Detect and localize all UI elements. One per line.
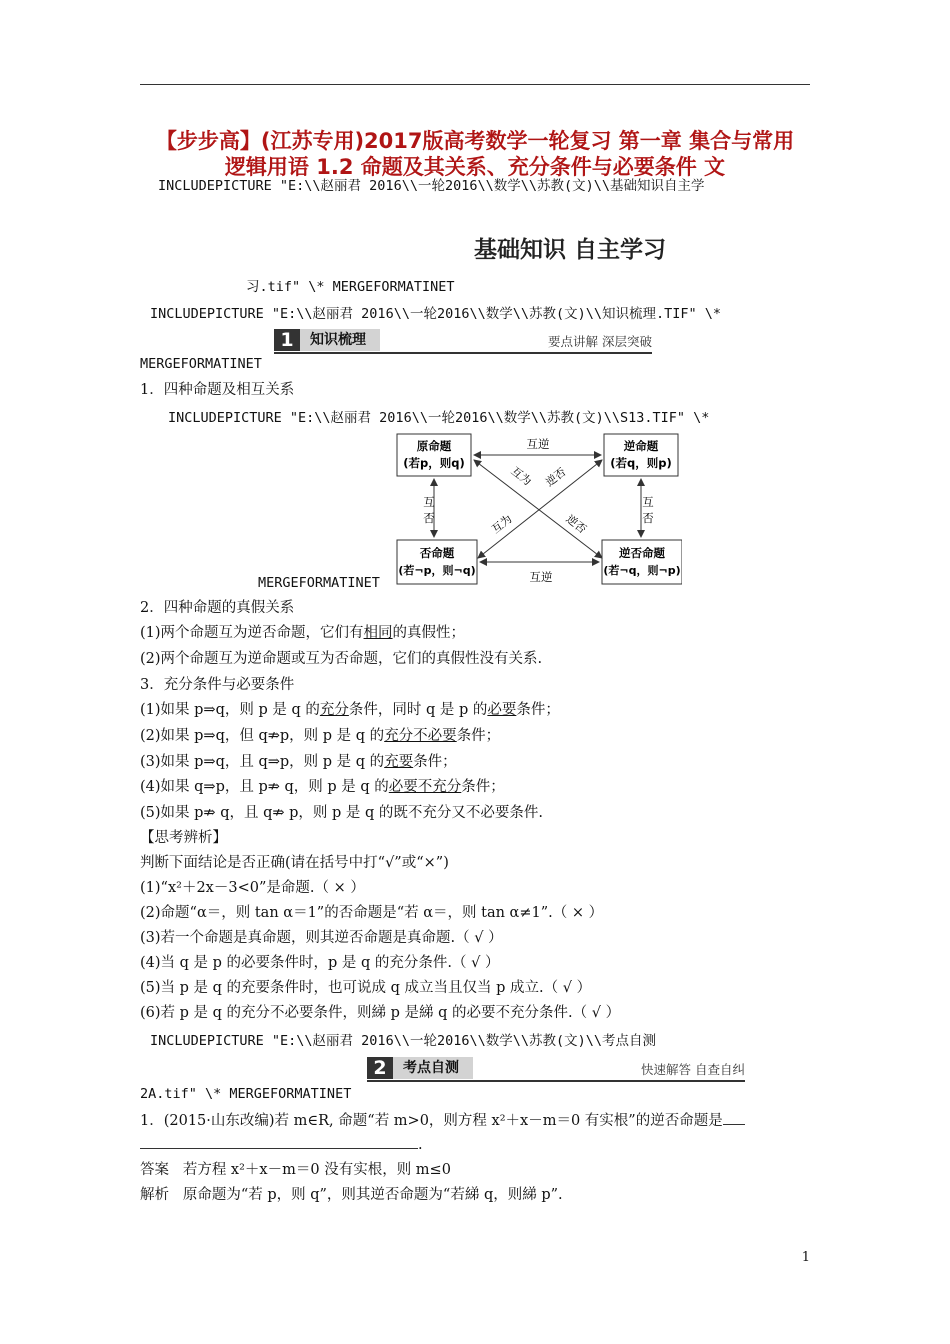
answer-blank-1 xyxy=(723,1110,745,1125)
banner-knowledge xyxy=(274,329,652,351)
question-1-continued: . xyxy=(140,1134,423,1155)
heading-3: 3．充分条件与必要条件 xyxy=(140,677,295,693)
inverse-body: (若¬p，则¬q) xyxy=(398,564,476,577)
truth-relation-2: (2)两个命题互为逆命题或互为否命题，它们的真假性没有关系. xyxy=(140,651,543,667)
think-intro: 判断下面结论是否正确(请在括号中打“√”或“×”) xyxy=(140,855,449,871)
include-field-1-end: 习.tif" \* MERGEFORMATINET xyxy=(246,279,455,295)
top-rule xyxy=(140,84,810,85)
label-right-2: 否 xyxy=(642,511,654,525)
label-diag-2b: 逆否 xyxy=(563,512,589,537)
think-title: 【思考辨析】 xyxy=(140,830,227,846)
banner-label: 知识梳理 xyxy=(300,329,380,351)
banner-number: 2 xyxy=(367,1057,393,1079)
label-bottom: 互逆 xyxy=(529,570,553,584)
analysis-line: 解析 原命题为“若 p，则 q”，则其逆否命题为“若綈 q，则綈 p”. xyxy=(140,1187,563,1203)
inverse-title: 否命题 xyxy=(419,546,455,560)
think-item-4: (4)当 q 是 p 的必要条件时，p 是 q 的充分条件.（ √ ） xyxy=(140,955,500,971)
think-item-1: (1)“x²＋2x－3<0”是命题.（ × ） xyxy=(140,880,365,896)
merge-field-2: MERGEFORMATINET xyxy=(258,575,380,591)
label-top: 互逆 xyxy=(526,437,550,451)
truth-relation-1: (1)两个命题互为逆否命题，它们有相同的真假性； xyxy=(140,625,466,641)
include-field-1: INCLUDEPICTURE "E:\\赵丽君 2016\\一轮2016\\数学\\苏教(文)\\基础知识自主学 xyxy=(158,178,705,194)
label-left-2: 否 xyxy=(423,511,435,525)
four-propositions-diagram xyxy=(396,428,682,590)
label-diag-2a: 互为 xyxy=(489,512,515,537)
label-right-1: 互 xyxy=(642,495,654,509)
label-diag-1b: 逆否 xyxy=(543,465,569,490)
include-field-3: INCLUDEPICTURE "E:\\赵丽君 2016\\一轮2016\\数学\\苏教(文)\\S13.TIF" \* xyxy=(168,410,710,426)
converse-title: 逆命题 xyxy=(623,439,659,453)
heading-1: 1．四种命题及相互关系 xyxy=(140,382,295,398)
include-field-2: INCLUDEPICTURE "E:\\赵丽君 2016\\一轮2016\\数学\\苏教(文)\\知识梳理.TIF" \* xyxy=(150,306,722,322)
section-heading: 基础知识 自主学习 xyxy=(474,237,667,263)
contrapositive-title: 逆否命题 xyxy=(619,546,665,560)
think-item-3: (3)若一个命题是真命题，则其逆否命题是真命题.（ √ ） xyxy=(140,930,503,946)
answer-blank-2 xyxy=(140,1134,418,1149)
banner-rule xyxy=(274,352,652,354)
condition-3: (3)如果 p⇒q，且 q⇒p，则 p 是 q 的充要条件； xyxy=(140,754,457,770)
condition-2: (2)如果 p⇒q，但 q⇏p，则 p 是 q 的充分不必要条件； xyxy=(140,728,501,744)
heading-2: 2．四种命题的真假关系 xyxy=(140,600,295,616)
banner-self-test xyxy=(367,1057,745,1079)
answer-line: 答案 若方程 x²＋x－m＝0 没有实根，则 m≤0 xyxy=(140,1162,451,1178)
banner-number: 1 xyxy=(274,329,300,351)
condition-5: (5)如果 p⇏ q，且 q⇏ p，则 p 是 q 的既不充分又不必要条件. xyxy=(140,805,544,821)
label-diag-1a: 互为 xyxy=(508,464,534,489)
banner-subtitle: 快速解答 自查自纠 xyxy=(641,1062,745,1077)
label-left-1: 互 xyxy=(423,495,435,509)
think-item-5: (5)当 p 是 q 的充要条件时，也可说成 q 成立当且仅当 p 成立.（ √ ） xyxy=(140,980,592,996)
doc-title-line1: 【步步高】(江苏专用)2017版高考数学一轮复习 第一章 集合与常用 xyxy=(155,129,795,153)
banner-rule xyxy=(367,1080,745,1082)
condition-1: (1)如果 p⇒q，则 p 是 q 的充分条件，同时 q 是 p 的必要条件； xyxy=(140,702,560,718)
page-number: 1 xyxy=(801,1250,810,1265)
converse-body: (若q，则p) xyxy=(610,456,672,470)
think-item-2: (2)命题“α＝，则 tan α＝1”的否命题是“若 α＝，则 tan α≠1”.（ × ） xyxy=(140,905,604,921)
condition-4: (4)如果 q⇒p，且 p⇏ q，则 p 是 q 的必要不充分条件； xyxy=(140,779,505,795)
original-title: 原命题 xyxy=(416,439,452,453)
question-1: 1．(2015·山东改编)若 m∈R, 命题“若 m>0，则方程 x²＋x－m＝0 有实根”的逆否命题是 xyxy=(140,1110,745,1131)
include-field-4-end: 2A.tif" \* MERGEFORMATINET xyxy=(140,1086,352,1102)
include-field-4: INCLUDEPICTURE "E:\\赵丽君 2016\\一轮2016\\数学\\苏教(文)\\考点自测 xyxy=(150,1033,656,1049)
original-body: (若p，则q) xyxy=(403,456,465,470)
doc-title-line2: 逻辑用语 1.2 命题及其关系、充分条件与必要条件 文 xyxy=(224,155,726,179)
contrapositive-body: (若¬q，则¬p) xyxy=(603,564,681,577)
banner-label: 考点自测 xyxy=(393,1057,473,1079)
think-item-6: (6)若 p 是 q 的充分不必要条件，则綈 p 是綈 q 的必要不充分条件.（ √ ） xyxy=(140,1005,621,1021)
merge-field-1: MERGEFORMATINET xyxy=(140,356,262,372)
banner-subtitle: 要点讲解 深层突破 xyxy=(548,334,652,349)
